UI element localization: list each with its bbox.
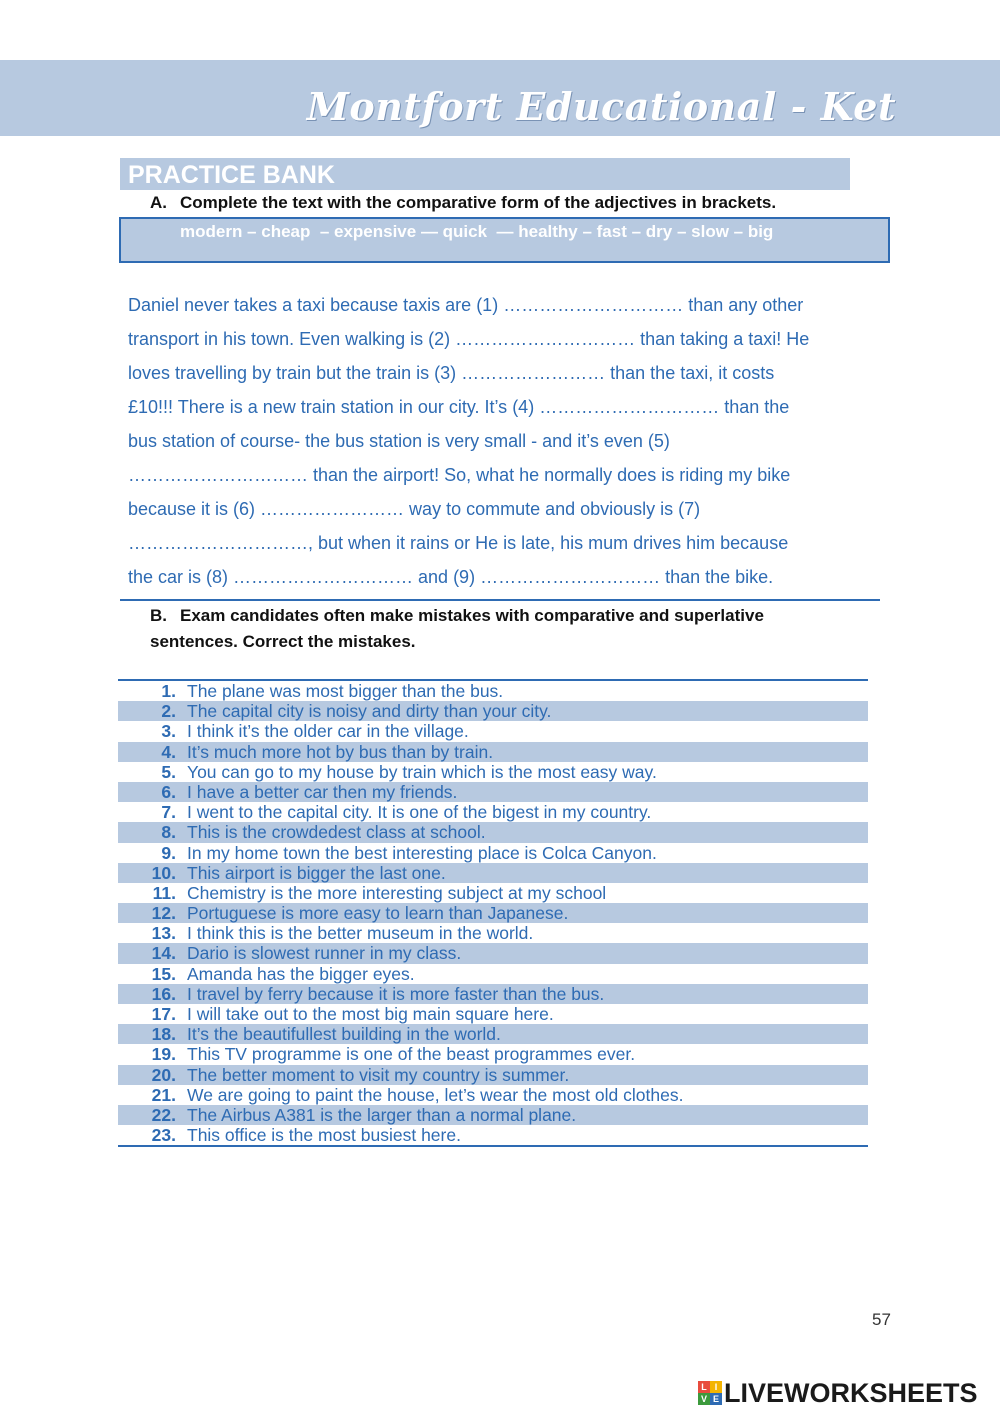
item-sentence: This TV programme is one of the beast programmes ever. — [187, 1044, 636, 1065]
item-number: 12. — [151, 903, 176, 924]
list-item — [118, 1085, 868, 1105]
passage-line: loves travelling by train but the train is (3) …………………… than the taxi, it costs — [128, 363, 775, 383]
passage-line: £10!!! There is a new train station in our city. It’s (4) ………………………… than the — [128, 397, 790, 417]
item-number: 21. — [151, 1084, 176, 1105]
passage-line: because it is (6) …………………… way to commute and obviously is (7) — [128, 499, 701, 519]
item-sentence: This office is the most busiest here. — [187, 1125, 461, 1146]
item-number: 2. — [161, 701, 176, 722]
list-item — [118, 681, 868, 701]
passage-line: Daniel never takes a taxi because taxis are (1) ………………………… than any other — [128, 295, 804, 315]
list-item — [118, 701, 868, 721]
item-sentence: Amanda has the bigger eyes. — [187, 963, 415, 984]
item-sentence: The better moment to visit my country is summer. — [187, 1064, 570, 1085]
logo-letter: V — [698, 1393, 710, 1405]
item-number: 22. — [151, 1104, 176, 1125]
item-sentence: I will take out to the most big main square here. — [187, 1004, 554, 1024]
list-item — [118, 822, 868, 842]
item-number: 11. — [152, 882, 176, 903]
exercise-a-instruction-text: Complete the text with the comparative form of the adjectives in brackets. — [180, 193, 777, 212]
list-item — [118, 943, 868, 963]
item-sentence: I went to the capital city. It is one of the bigest in my country. — [187, 802, 652, 823]
section-header — [120, 158, 850, 190]
item-sentence: This is the crowdedest class at school. — [187, 822, 486, 843]
list-item — [118, 843, 868, 863]
item-number: 6. — [161, 781, 176, 802]
passage-line: the car is (8) ………………………… and (9) ………………………… than the bike. — [128, 567, 774, 587]
logo-letter: L — [698, 1381, 710, 1393]
header-title: Montfort Educational - Ket — [306, 84, 896, 129]
item-number: 10. — [151, 862, 176, 883]
item-number: 15. — [151, 963, 176, 984]
item-number: 5. — [161, 761, 176, 782]
word-bank — [119, 217, 890, 263]
list-item — [118, 1065, 868, 1085]
list-item — [118, 1004, 868, 1024]
list-item — [118, 1024, 868, 1044]
item-number: 9. — [161, 842, 176, 863]
logo-text: LIVEWORKSHEETS — [724, 1377, 978, 1408]
item-sentence: I have a better car then my friends. — [187, 781, 458, 802]
item-sentence: The Airbus A381 is the larger than a normal plane. — [187, 1104, 577, 1125]
list-item — [118, 984, 868, 1004]
item-sentence: The capital city is noisy and dirty than your city. — [187, 701, 552, 722]
list-item — [118, 923, 868, 943]
list-item — [118, 782, 868, 802]
list-item — [118, 1044, 868, 1064]
passage-divider — [120, 599, 880, 601]
item-number: 18. — [151, 1024, 176, 1045]
page-number: 57 — [872, 1310, 891, 1329]
item-sentence: I think it’s the older car in the village. — [187, 721, 469, 742]
item-sentence: You can go to my house by train which is the most easy way. — [187, 761, 657, 782]
list-item — [118, 802, 868, 822]
item-sentence: We are going to paint the house, let’s wear the most old clothes. — [187, 1084, 684, 1105]
exercise-b-label: B. — [150, 606, 167, 625]
list-item — [118, 721, 868, 741]
item-number: 4. — [161, 741, 176, 762]
item-number: 14. — [151, 943, 176, 964]
item-number: 3. — [161, 721, 176, 742]
logo-letter: I — [710, 1381, 722, 1393]
word-bank-text: modern – cheap – expensive — quick — healthy – fast – dry – slow – big — [180, 222, 774, 241]
item-number: 8. — [161, 822, 176, 843]
list-item — [118, 903, 868, 923]
list-item — [118, 863, 868, 883]
item-sentence: Dario is slowest runner in my class. — [187, 943, 462, 964]
item-sentence: Portuguese is more easy to learn than Japanese. — [187, 903, 569, 924]
list-item — [118, 1105, 868, 1125]
logo-letter: E — [710, 1393, 722, 1405]
exercise-b-instruction-text: Exam candidates often make mistakes with comparative and superlative sentences. Correct the mistakes. — [150, 606, 764, 651]
passage-line: …………………………, but when it rains or He is late, his mum drives him because — [128, 533, 789, 553]
item-number: 20. — [151, 1064, 176, 1085]
passage-line: ………………………… than the airport! So, what he normally does is riding my bike — [128, 465, 791, 485]
list-item — [118, 762, 868, 782]
mistake-list — [118, 679, 868, 1147]
exercise-a-label: A. — [150, 193, 167, 212]
list-item — [118, 964, 868, 984]
item-sentence: The plane was most bigger than the bus. — [187, 681, 504, 701]
item-number: 23. — [151, 1125, 176, 1146]
item-sentence: I travel by ferry because it is more faster than the bus. — [187, 983, 605, 1004]
item-number: 17. — [151, 1004, 176, 1024]
gap-fill-passage — [128, 290, 880, 596]
exercise-a-instruction — [150, 193, 776, 213]
item-sentence: It’s much more hot by bus than by train. — [187, 741, 494, 762]
header-banner — [0, 60, 1000, 136]
item-number: 1. — [161, 681, 176, 701]
list-item — [118, 883, 868, 903]
item-sentence: This airport is bigger the last one. — [187, 862, 446, 883]
item-sentence: In my home town the best interesting place is Colca Canyon. — [187, 842, 657, 863]
section-title: PRACTICE BANK — [128, 161, 335, 189]
item-sentence: It’s the beautifullest building in the world. — [187, 1024, 501, 1045]
passage-line: transport in his town. Even walking is (2) ………………………… than taking a taxi! He — [128, 329, 810, 349]
passage-line: bus station of course- the bus station is very small - and it’s even (5) — [128, 431, 670, 451]
item-sentence: Chemistry is the more interesting subject at my school — [187, 882, 607, 903]
item-sentence: I think this is the better museum in the world. — [187, 923, 534, 944]
item-number: 13. — [151, 923, 176, 944]
liveworksheets-logo — [698, 1377, 978, 1409]
list-item — [118, 742, 868, 762]
list-item — [118, 1125, 868, 1145]
item-number: 19. — [151, 1044, 176, 1065]
item-number: 16. — [151, 983, 176, 1004]
logo-grid-icon — [698, 1381, 722, 1405]
item-number: 7. — [161, 802, 176, 823]
exercise-b-instruction — [150, 603, 850, 655]
